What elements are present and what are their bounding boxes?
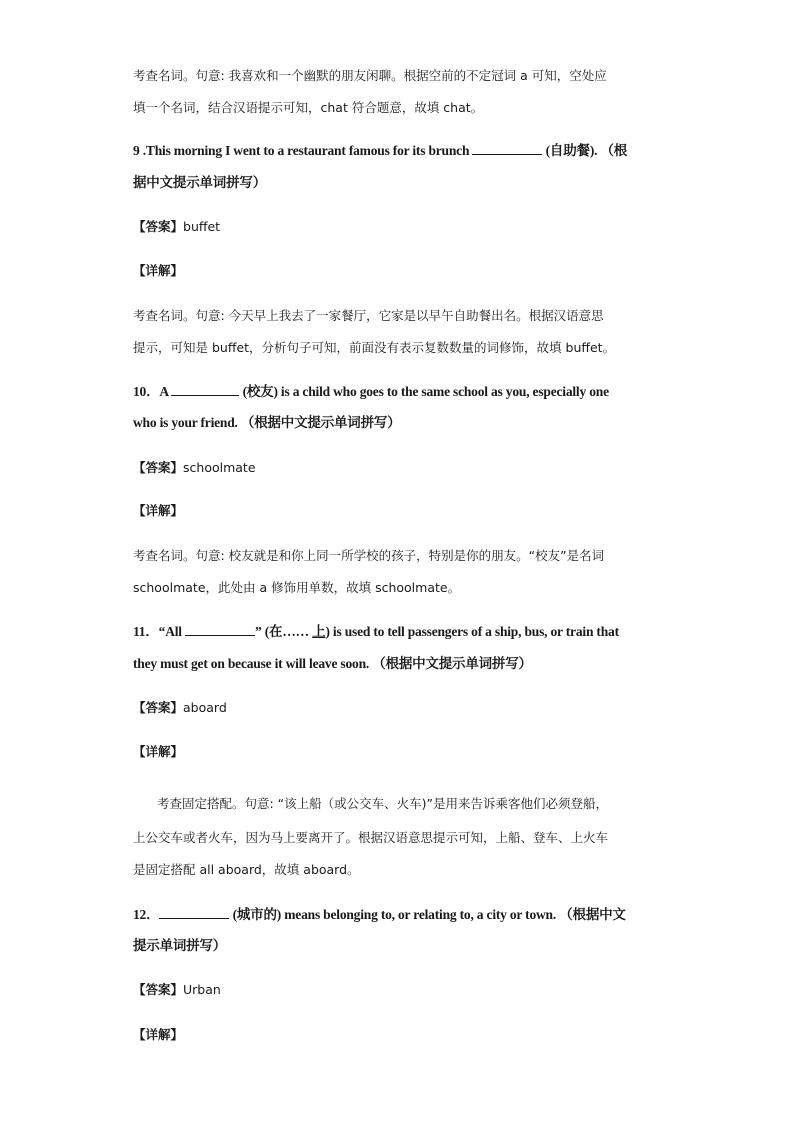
question-10-line2: who is your friend. （根据中文提示单词拼写）	[133, 415, 401, 430]
answer-blank	[159, 906, 229, 919]
question-9-line2: 据中文提示单词拼写）	[133, 175, 266, 190]
detail-label: 【详解】	[133, 263, 184, 278]
question-11-hint: ” (在……	[255, 624, 313, 639]
answer-label: 【答案】	[133, 700, 184, 715]
answer-value: aboard	[183, 700, 227, 715]
explanation-line: 考查名词。句意: 我喜欢和一个幽默的朋友闲聊。根据空前的不定冠词 a 可知，空处应	[133, 68, 607, 83]
question-10-text: 10．A	[133, 384, 172, 399]
answer-10	[133, 458, 256, 478]
answer-value: buffet	[183, 219, 221, 234]
explanation-line: 填一个名词，结合汉语提示可知，chat 符合题意，故填 chat。	[133, 100, 484, 115]
question-11-hint-underlined: 上	[312, 624, 326, 639]
question-10	[133, 382, 609, 402]
answer-label: 【答案】	[133, 982, 184, 997]
answer-blank	[185, 623, 255, 636]
answer-blank	[171, 383, 239, 396]
question-11-line2: they must get on because it will leave soon. （根据中文提示单词拼写）	[133, 656, 532, 671]
question-11	[133, 622, 619, 642]
answer-label: 【答案】	[133, 460, 184, 475]
question-11-text: 11．“All	[133, 624, 186, 639]
question-12-text: 12．	[133, 907, 160, 922]
explanation-line: schoolmate，此处由 a 修饰用单数，故填 schoolmate。	[133, 580, 461, 595]
question-10-hint: (校友) is a child who goes to the same school as you, especially one	[239, 384, 609, 399]
question-12	[133, 905, 626, 925]
question-12-hint: (城市的) means belonging to, or relating to, a city or town. （根据中文	[229, 907, 626, 922]
explanation-line: 上公交车或者火车，因为马上要离开了。根据汉语意思提示可知，上船、登车、上火车	[133, 830, 609, 845]
explanation-line: 考查名词。句意: 今天早上我去了一家餐厅，它家是以早午自助餐出名。根据汉语意思	[133, 308, 604, 323]
answer-value: Urban	[183, 982, 221, 997]
answer-12	[133, 980, 221, 1000]
question-9-hint: (自助餐). （根	[542, 143, 628, 158]
question-12-line2: 提示单词拼写）	[133, 938, 227, 953]
question-9	[133, 141, 627, 161]
detail-label: 【详解】	[133, 1027, 184, 1042]
explanation-line: 提示，可知是 buffet，分析句子可知，前面没有表示复数数量的词修饰，故填 buffet。	[133, 340, 616, 355]
question-11-text-rest: ) is used to tell passengers of a ship, bus, or train that	[325, 624, 619, 639]
detail-label: 【详解】	[133, 744, 184, 759]
answer-blank	[472, 142, 542, 155]
detail-label: 【详解】	[133, 503, 184, 518]
explanation-line: 是固定搭配 all aboard，故填 aboard。	[133, 862, 360, 877]
answer-value: schoolmate	[183, 460, 256, 475]
explanation-line: 考查名词。句意: 校友就是和你上同一所学校的孩子，特别是你的朋友。“校友”是名词	[133, 548, 605, 563]
answer-label: 【答案】	[133, 219, 184, 234]
question-9-text: 9 .This morning I went to a restaurant famous for its brunch	[133, 143, 473, 158]
answer-11	[133, 698, 227, 718]
explanation-line: 考查固定搭配。句意: “该上船（或公交车、火车)”是用来告诉乘客他们必须登船，	[157, 796, 609, 811]
answer-9	[133, 217, 220, 237]
